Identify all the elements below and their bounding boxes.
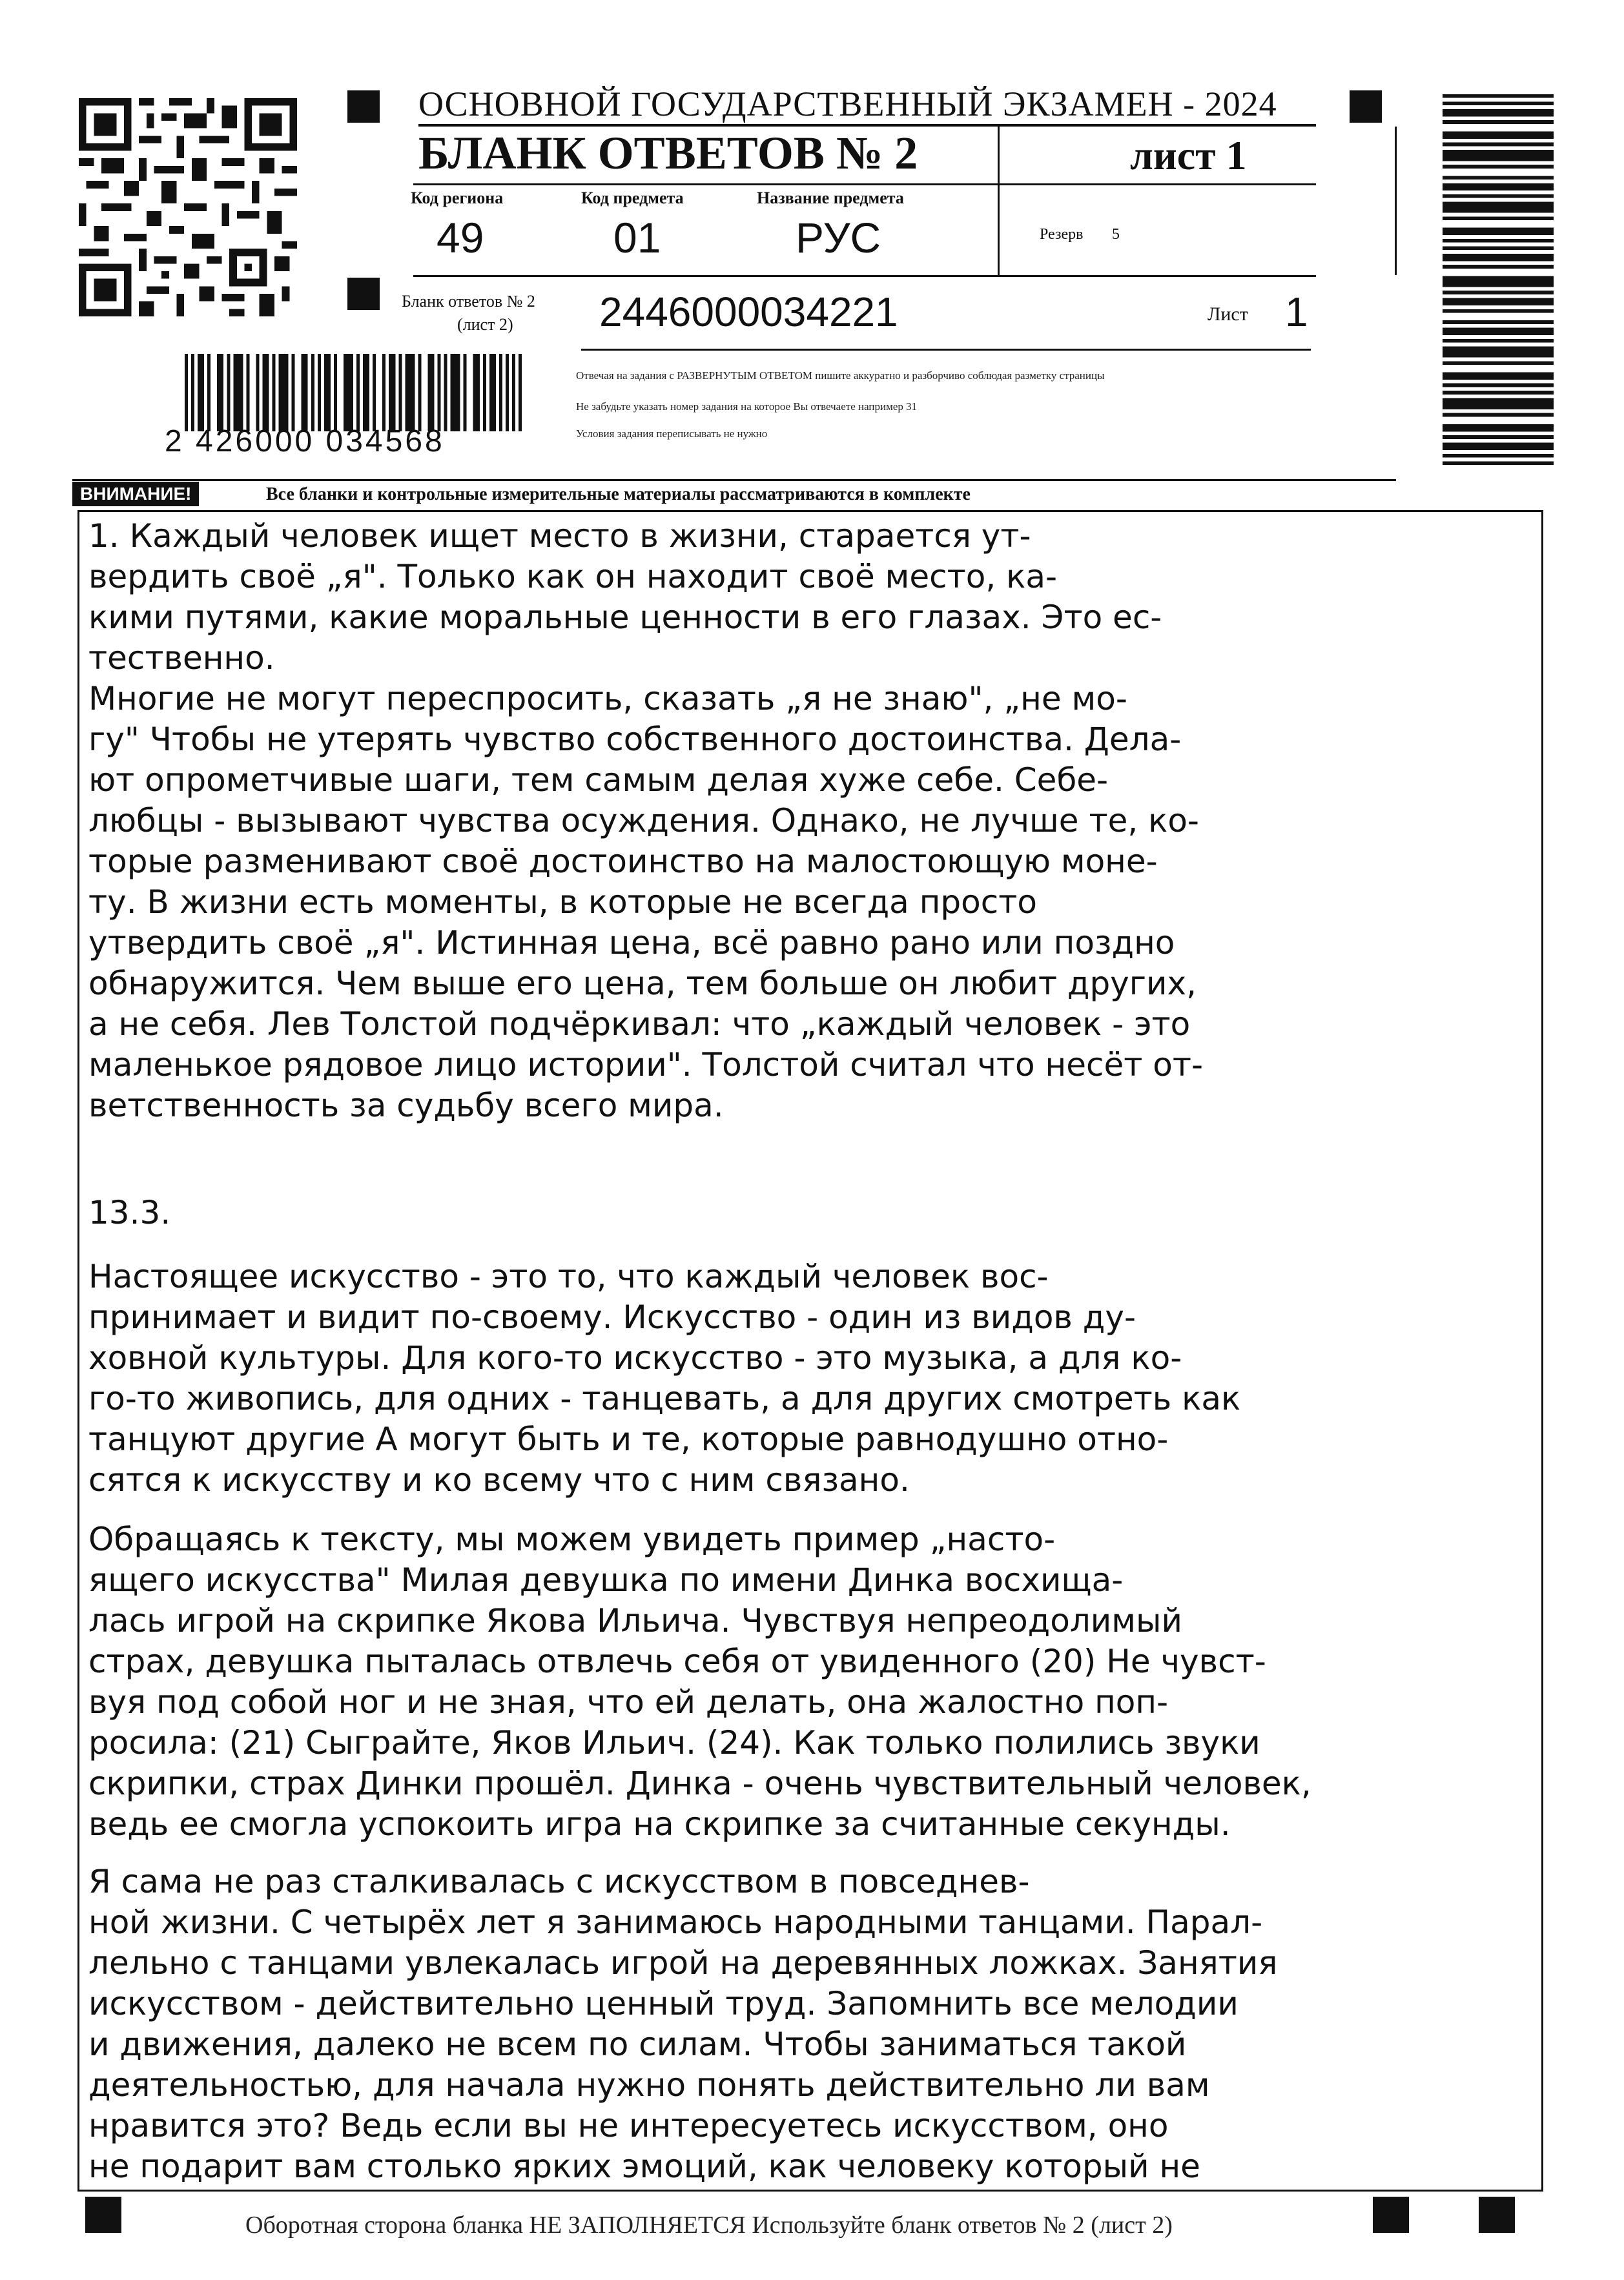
- answer-line: принимает и видит по-своему. Искусство - один из видов ду-: [88, 1299, 1136, 1336]
- header-bottom-divider: [413, 275, 1316, 277]
- instruction-line-2: Не забудьте указать номер задания на которое Вы отвечаете например 31: [576, 400, 918, 413]
- attention-badge: ВНИМАНИЕ!: [72, 482, 199, 506]
- answer-line: а не себя. Лев Толстой подчёркивал: что „каждый человек - это: [88, 1005, 1191, 1043]
- answer-line: тественно.: [88, 639, 275, 677]
- barcode: [185, 354, 522, 431]
- sheet-label: Лист: [1208, 303, 1248, 325]
- answer-line: го-то живопись, для одних - танцевать, а для других смотреть как: [88, 1380, 1241, 1417]
- header-column-divider: [998, 127, 1000, 275]
- instruction-line-1: Отвечая на задания с РАЗВЕРНУТЫМ ОТВЕТОМ пишите аккуратно и разборчиво соблюдая разметку страницы: [576, 369, 1105, 382]
- answer-line: лась игрой на скрипке Якова Ильича. Чувствуя непреодолимый: [88, 1602, 1182, 1639]
- answer-line: ведь ее смогла успокоить игра на скрипке за считанные секунды.: [88, 1805, 1231, 1843]
- answer-line: Настоящее искусство - это то, что каждый человек вос-: [88, 1258, 1049, 1295]
- registration-marker-mid-left: [347, 278, 380, 310]
- sheet2-reference-number: 2446000034221: [599, 289, 898, 335]
- region-code-label: Код региона: [411, 189, 504, 207]
- registration-marker-bottom-right-1: [1373, 2197, 1409, 2233]
- answer-block-1: [88, 516, 1532, 1126]
- answer-line: сятся к искусству и ко всему что с ним связано.: [88, 1461, 910, 1499]
- subject-name-label: Название предмета: [757, 189, 904, 207]
- header-right-border: [1395, 127, 1397, 275]
- answer-line: ной жизни. С четырёх лет я занимаюсь народными танцами. Парал-: [88, 1904, 1263, 1941]
- subject-name-value: РУС: [796, 214, 881, 262]
- answer-line: искусством - действительно ценный труд. Запомнить все мелодии: [88, 1985, 1239, 2022]
- answer-line: росила: (21) Сыграйте, Яков Ильич. (24). Как только полились звуки: [88, 1724, 1260, 1761]
- answer-line: ют опрометчивые шаги, тем самым делая хуже себе. Себе-: [88, 761, 1109, 799]
- subject-code-value: 01: [613, 214, 661, 262]
- answer-line: ховной культуры. Для кого-то искусство - это музыка, а для ко-: [88, 1339, 1182, 1377]
- answer-line: Многие не могут переспросить, сказать „я не знаю", „не мо-: [88, 680, 1127, 717]
- exam-title: ОСНОВНОЙ ГОСУДАРСТВЕННЫЙ ЭКЗАМЕН - 2024: [418, 85, 1277, 123]
- registration-marker-bottom-left: [85, 2197, 121, 2233]
- answer-line: Обращаясь к тексту, мы можем увидеть пример „насто-: [88, 1521, 1056, 1558]
- answer-line: вуя под собой ног и не зная, что ей делать, она жалостно поп-: [88, 1683, 1169, 1721]
- answer-block-2: [88, 1193, 1532, 1501]
- answer-line: обнаружится. Чем выше его цена, тем больше он любит других,: [88, 965, 1197, 1002]
- task-number-heading: 13.3.: [88, 1194, 171, 1231]
- answer-line: маленькое рядовое лицо истории". Толстой считал что несёт от-: [88, 1046, 1204, 1084]
- sheet2-reference-label-line1: Бланк ответов № 2: [402, 292, 535, 311]
- attention-text: Все бланки и контрольные измерительные материалы рассматриваются в комплекте: [266, 484, 971, 504]
- answer-line: ветственность за судьбу всего мира.: [88, 1087, 724, 1124]
- registration-marker-top-left: [347, 90, 380, 123]
- answer-line: ту. В жизни есть моменты, в которые не всегда просто: [88, 883, 1037, 921]
- registration-marker-bottom-right-2: [1479, 2197, 1515, 2233]
- answer-line: вердить своё „я". Только как он находит своё место, ка-: [88, 558, 1057, 595]
- answer-line: кими путями, какие моральные ценности в его глазах. Это ес-: [88, 599, 1162, 636]
- subject-code-label: Код предмета: [581, 189, 684, 207]
- answer-area: [77, 510, 1543, 2192]
- answer-line: танцуют другие А могут быть и те, которые равнодушно отно-: [88, 1421, 1169, 1458]
- answer-line: любцы - вызывают чувства осуждения. Однако, не лучше те, ко-: [88, 802, 1199, 839]
- reserve-label: Резерв: [1040, 226, 1084, 243]
- answer-line: ящего искусства" Милая девушка по имени Динка восхища-: [88, 1561, 1124, 1599]
- footer-note: Оборотная сторона бланка НЕ ЗАПОЛНЯЕТСЯ Используйте бланк ответов № 2 (лист 2): [245, 2212, 1173, 2239]
- answer-line: 1. Каждый человек ищет место в жизни, старается ут-: [88, 517, 1031, 555]
- answer-line: гу" Чтобы не утерять чувство собственного достоинства. Дела-: [88, 721, 1182, 758]
- attention-strip: [72, 482, 1390, 506]
- answer-line: нравится это? Ведь если вы не интересуетесь искусством, оно: [88, 2107, 1169, 2144]
- sheet-number-underline: [581, 349, 1311, 351]
- region-code-value: 49: [437, 214, 484, 262]
- instruction-line-3: Условия задания переписывать не нужно: [576, 427, 768, 440]
- answer-line: утвердить своё „я". Истинная цена, всё равно рано или поздно: [88, 924, 1175, 961]
- sheet2-reference-label-line2: (лист 2): [457, 315, 513, 334]
- answer-line: и движения, далеко не всем по силам. Чтобы заниматься такой: [88, 2026, 1187, 2063]
- answer-line: не подарит вам столько ярких эмоций, как человеку который не: [88, 2148, 1200, 2185]
- registration-marker-top-right: [1350, 90, 1382, 123]
- sheet-title: лист 1: [1130, 132, 1247, 178]
- form-title: БЛАНК ОТВЕТОВ № 2: [418, 127, 918, 179]
- attention-top-rule: [72, 479, 1396, 481]
- vertical-barcode: [1443, 94, 1554, 465]
- answer-block-3: [88, 1519, 1532, 1845]
- answer-line: деятельностью, для начала нужно понять действительно ли вам: [88, 2066, 1210, 2104]
- sheet-number: 1: [1285, 289, 1308, 335]
- barcode-number: 2 426000 034568: [165, 424, 445, 458]
- qr-code: [72, 98, 303, 316]
- answer-line: Я сама не раз сталкивалась с искусством в повседнев-: [88, 1863, 1030, 1900]
- answer-line: лельно с танцами увлекалась игрой на деревянных ложках. Занятия: [88, 1944, 1278, 1982]
- header-row-divider: [413, 183, 1316, 185]
- answer-line: торые разменивают своё достоинство на малостоющую моне-: [88, 843, 1158, 880]
- answer-line: скрипки, страх Динки прошёл. Динка - очень чувствительный человек,: [88, 1765, 1311, 1802]
- answer-block-4: [88, 1862, 1532, 2187]
- answer-line: страх, девушка пыталась отвлечь себя от увиденного (20) Не чувст-: [88, 1643, 1266, 1680]
- reserve-value: 5: [1112, 226, 1120, 243]
